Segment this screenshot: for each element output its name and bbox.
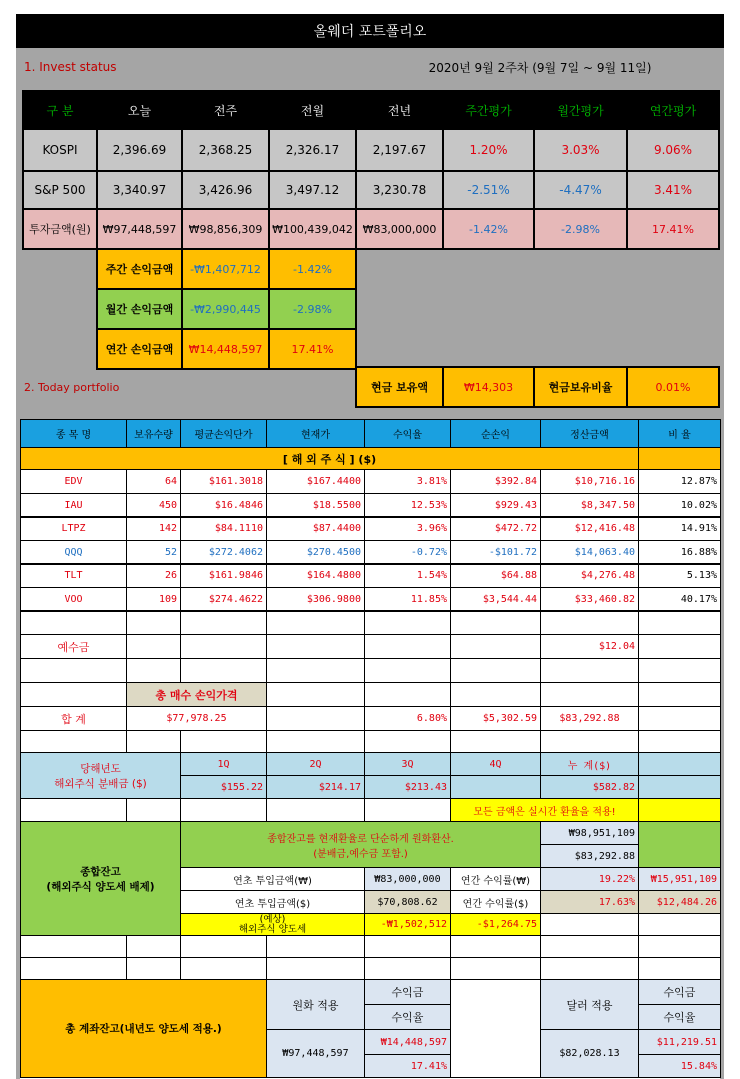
tax-label-line1: (예상) [259, 913, 286, 925]
status-cell: ₩97,448,597 [96, 208, 183, 250]
stock-avg: $161.3018 [180, 469, 267, 494]
empty-cell [638, 658, 721, 683]
total-usd-profit: $11,219.51 [638, 1029, 721, 1055]
dividend-quarter-value: $213.43 [364, 775, 451, 799]
tax-usd: -$1,264.75 [450, 913, 541, 936]
empty-cell [180, 610, 267, 635]
empty-cell [180, 798, 267, 822]
stock-pnl: $392.84 [450, 469, 541, 494]
empty-cell [450, 935, 541, 958]
usd-apply-label: 달러 적용 [540, 979, 639, 1030]
init-krw: ₩83,000,000 [364, 867, 451, 891]
portfolio-header: 수익율 [364, 419, 451, 448]
sum-amt: $83,292.88 [540, 706, 639, 731]
status-cell: 3,497.12 [268, 170, 357, 210]
stock-qty: 64 [126, 469, 181, 494]
init-usd: $70,808.62 [364, 890, 451, 914]
balance-label [20, 821, 181, 936]
stock-qty: 52 [126, 540, 181, 565]
empty-cell [126, 798, 181, 822]
empty-cell [450, 979, 541, 1078]
empty-cell [540, 957, 639, 980]
ret-usd-label: 연간 수익률($) [450, 890, 541, 914]
stock-ret: 3.81% [364, 469, 451, 494]
stock-name: VOO [20, 587, 127, 612]
status-cell: 3,340.97 [96, 170, 183, 210]
status-header: 전월 [268, 90, 357, 130]
status-cell: ₩83,000,000 [355, 208, 444, 250]
tax-label-line2: 해외주식 양도세 [238, 923, 307, 935]
stock-ret: 1.54% [364, 563, 451, 588]
empty-cell [450, 610, 541, 635]
dividend-quarter-label: 2Q [266, 752, 365, 776]
empty-cell [364, 730, 451, 753]
status-cell: ₩100,439,042 [268, 208, 357, 250]
empty-cell [450, 957, 541, 980]
dividend-quarter-value [450, 775, 541, 799]
portfolio-header: 비 율 [638, 419, 721, 448]
empty-cell [266, 682, 365, 707]
empty-cell [638, 957, 721, 980]
sheet-title: 올웨더 포트폴리오 [16, 14, 724, 48]
init-usd-label: 연초 투입금액($) [180, 890, 365, 914]
dividend-label [20, 752, 181, 799]
empty-cell [540, 658, 639, 683]
stock-cur: $87.4400 [266, 516, 365, 541]
empty-cell [450, 730, 541, 753]
pl-label-yearly: 연간 손익금액 [96, 328, 183, 370]
empty-cell [540, 682, 639, 707]
stock-ret: -0.72% [364, 540, 451, 565]
balance-note [180, 821, 541, 868]
empty-cell [450, 658, 541, 683]
status-header: 전년 [355, 90, 444, 130]
stock-avg: $272.4062 [180, 540, 267, 565]
status-row-label: KOSPI [22, 128, 98, 172]
krw-apply-label: 원화 적용 [266, 979, 365, 1030]
status-cell: 1.20% [442, 128, 535, 172]
pl-label-monthly: 월간 손익금액 [96, 288, 183, 330]
empty-cell [266, 634, 365, 659]
pl-label-weekly: 주간 손익금액 [96, 248, 183, 290]
empty-cell [20, 957, 127, 980]
dividend-quarter-label: 4Q [450, 752, 541, 776]
portfolio-header: 현재가 [266, 419, 365, 448]
status-cell: ₩98,856,309 [181, 208, 270, 250]
empty-cell [126, 730, 181, 753]
stock-avg: $84.1110 [180, 516, 267, 541]
empty-cell [364, 610, 451, 635]
empty-cell [638, 821, 721, 868]
empty-cell [364, 957, 451, 980]
stock-ratio: 14.91% [638, 516, 721, 541]
stock-amt: $8,347.50 [540, 493, 639, 518]
ret-krw-amt: ₩15,951,109 [638, 867, 721, 891]
empty-cell [364, 634, 451, 659]
empty-cell [266, 957, 365, 980]
total-buy-label: 총 매수 손익가격 [126, 682, 267, 707]
empty-cell [540, 935, 639, 958]
empty-cell [540, 610, 639, 635]
stock-pnl: $929.43 [450, 493, 541, 518]
dividend-quarter-label: 3Q [364, 752, 451, 776]
sum-label: 합 계 [20, 706, 127, 731]
empty-cell [364, 658, 451, 683]
usd-rate-label: 수익율 [638, 1004, 721, 1030]
portfolio-header: 평균손익단가 [180, 419, 267, 448]
stock-ret: 3.96% [364, 516, 451, 541]
empty-cell [450, 682, 541, 707]
empty-cell [20, 935, 127, 958]
dividend-label-line2: 해외주식 분배금 ($) [54, 777, 147, 790]
status-cell: -1.42% [442, 208, 535, 250]
empty-cell [126, 935, 181, 958]
cash-ratio: 0.01% [626, 366, 720, 408]
status-cell: 2,326.17 [268, 128, 357, 172]
status-cell: 2,197.67 [355, 128, 444, 172]
sum-avg: $77,978.25 [126, 706, 267, 731]
sum-ret: 6.80% [364, 706, 451, 731]
status-cell: 2,368.25 [181, 128, 270, 172]
stock-ratio: 40.17% [638, 587, 721, 612]
empty-cell [126, 634, 181, 659]
week-range: 2020년 9월 2주차 (9월 7일 ~ 9월 11일) [428, 60, 652, 75]
empty-cell [180, 658, 267, 683]
balance-krw: ₩98,951,109 [540, 821, 639, 845]
ret-krw-pct: 19.22% [540, 867, 639, 891]
deposit-label: 예수금 [20, 634, 127, 659]
stock-name: LTPZ [20, 516, 127, 541]
sum-pnl: $5,302.59 [450, 706, 541, 731]
portfolio-header: 보유수량 [126, 419, 181, 448]
stock-name: QQQ [20, 540, 127, 565]
status-cell: 17.41% [626, 208, 720, 250]
dividend-quarter-value: $582.82 [540, 775, 639, 799]
pl-amount-monthly: -₩2,990,445 [181, 288, 270, 330]
balance-note-line1: 종합잔고를 현재환율로 단순하게 원화환산. [267, 833, 454, 845]
empty-cell [20, 658, 127, 683]
stock-qty: 109 [126, 587, 181, 612]
stock-amt: $12,416.48 [540, 516, 639, 541]
balance-label-line1: 종합잔고 [80, 865, 121, 878]
total-usd-rate: 15.84% [638, 1054, 721, 1078]
status-cell: -2.51% [442, 170, 535, 210]
section-invest-status: 1. Invest status [24, 60, 117, 74]
status-row-label: 투자금액(원) [22, 208, 98, 250]
stock-avg: $161.9846 [180, 563, 267, 588]
status-header: 월간평가 [533, 90, 628, 130]
stock-qty: 450 [126, 493, 181, 518]
pl-pct-monthly: -2.98% [268, 288, 357, 330]
stock-qty: 142 [126, 516, 181, 541]
empty-cell [638, 610, 721, 635]
stock-pnl: $64.88 [450, 563, 541, 588]
empty-cell [266, 935, 365, 958]
empty-cell [638, 935, 721, 958]
deposit-amount: $12.04 [540, 634, 639, 659]
empty-cell [638, 798, 721, 822]
empty-cell [450, 634, 541, 659]
balance-usd: $83,292.88 [540, 844, 639, 868]
status-row-label: S&P 500 [22, 170, 98, 210]
stock-pnl: $472.72 [450, 516, 541, 541]
cash-amount: ₩14,303 [442, 366, 535, 408]
empty-cell [638, 730, 721, 753]
status-header: 오늘 [96, 90, 183, 130]
stock-avg: $274.4622 [180, 587, 267, 612]
pl-amount-yearly: ₩14,448,597 [181, 328, 270, 370]
dividend-quarter-value: $155.22 [180, 775, 267, 799]
dividend-label-line1: 당해년도 [80, 762, 121, 775]
status-header: 주간평가 [442, 90, 535, 130]
status-cell: -4.47% [533, 170, 628, 210]
empty-cell [638, 682, 721, 707]
stock-cur: $270.4500 [266, 540, 365, 565]
empty-cell [638, 752, 721, 776]
empty-cell [20, 610, 127, 635]
empty-cell [638, 447, 721, 470]
empty-cell [180, 730, 267, 753]
stock-ratio: 12.87% [638, 469, 721, 494]
empty-cell [540, 913, 639, 936]
stock-ratio: 5.13% [638, 563, 721, 588]
stock-ratio: 16.88% [638, 540, 721, 565]
stock-ret: 12.53% [364, 493, 451, 518]
stock-amt: $14,063.40 [540, 540, 639, 565]
ret-krw-label: 연간 수익률(₩) [450, 867, 541, 891]
empty-cell [266, 610, 365, 635]
stock-avg: $16.4846 [180, 493, 267, 518]
total-krw-rate: 17.41% [364, 1054, 451, 1078]
stock-cur: $167.4400 [266, 469, 365, 494]
empty-cell [364, 798, 451, 822]
cash-label: 현금 보유액 [355, 366, 444, 408]
ret-usd-amt: $12,484.26 [638, 890, 721, 914]
foreign-stock-label: [ 해 외 주 식 ] ($) [20, 447, 639, 470]
total-usd: $82,028.13 [540, 1029, 639, 1078]
total-balance-label: 총 계좌잔고(내년도 양도세 적용.) [20, 979, 267, 1078]
portfolio-header: 정산금액 [540, 419, 639, 448]
empty-cell [266, 658, 365, 683]
total-krw: ₩97,448,597 [266, 1029, 365, 1078]
stock-name: TLT [20, 563, 127, 588]
balance-note-line2: (분배금,예수금 포함.) [313, 848, 408, 860]
status-cell: 3.03% [533, 128, 628, 172]
empty-cell [266, 798, 365, 822]
total-krw-profit: ₩14,448,597 [364, 1029, 451, 1055]
portfolio-header: 순손익 [450, 419, 541, 448]
empty-cell [180, 935, 267, 958]
status-header: 구 분 [22, 90, 98, 130]
stock-amt: $33,460.82 [540, 587, 639, 612]
status-cell: 3,230.78 [355, 170, 444, 210]
stock-name: EDV [20, 469, 127, 494]
krw-rate-label: 수익율 [364, 1004, 451, 1030]
status-cell: 2,396.69 [96, 128, 183, 172]
empty-cell [364, 935, 451, 958]
empty-cell [364, 682, 451, 707]
pl-pct-yearly: 17.41% [268, 328, 357, 370]
status-cell: 3,426.96 [181, 170, 270, 210]
empty-cell [638, 913, 721, 936]
tax-label [180, 913, 365, 936]
status-cell: -2.98% [533, 208, 628, 250]
pl-pct-weekly: -1.42% [268, 248, 357, 290]
stock-ratio: 10.02% [638, 493, 721, 518]
empty-cell [20, 730, 127, 753]
stock-name: IAU [20, 493, 127, 518]
init-krw-label: 연초 투입금액(₩) [180, 867, 365, 891]
stock-cur: $306.9800 [266, 587, 365, 612]
stock-cur: $164.4800 [266, 563, 365, 588]
dividend-quarter-label: 누 계($) [540, 752, 639, 776]
stock-qty: 26 [126, 563, 181, 588]
status-header: 전주 [181, 90, 270, 130]
stock-ret: 11.85% [364, 587, 451, 612]
empty-cell [266, 730, 365, 753]
section-today-portfolio: 2. Today portfolio [24, 380, 120, 394]
ret-usd-pct: 17.63% [540, 890, 639, 914]
realtime-note: 모든 금액은 실시간 환율을 적용! [450, 798, 639, 822]
empty-cell [180, 957, 267, 980]
empty-cell [20, 798, 127, 822]
empty-cell [126, 957, 181, 980]
empty-cell [638, 706, 721, 731]
stock-amt: $10,716.16 [540, 469, 639, 494]
portfolio-header: 종 목 명 [20, 419, 127, 448]
status-header: 연간평가 [626, 90, 720, 130]
krw-profit-label: 수익금 [364, 979, 451, 1005]
empty-cell [126, 658, 181, 683]
stock-amt: $4,276.48 [540, 563, 639, 588]
empty-cell [266, 706, 365, 731]
empty-cell [638, 775, 721, 799]
empty-cell [638, 634, 721, 659]
status-cell: 3.41% [626, 170, 720, 210]
status-cell: 9.06% [626, 128, 720, 172]
balance-label-line2: (해외주식 양도세 배제) [46, 880, 155, 893]
stock-pnl: -$101.72 [450, 540, 541, 565]
stock-pnl: $3,544.44 [450, 587, 541, 612]
dividend-quarter-label: 1Q [180, 752, 267, 776]
usd-profit-label: 수익금 [638, 979, 721, 1005]
stock-cur: $18.5500 [266, 493, 365, 518]
empty-cell [540, 730, 639, 753]
pl-amount-weekly: -₩1,407,712 [181, 248, 270, 290]
empty-cell [180, 634, 267, 659]
tax-krw: -₩1,502,512 [364, 913, 451, 936]
cash-ratio-label: 현금보유비율 [533, 366, 628, 408]
empty-cell [126, 610, 181, 635]
dividend-quarter-value: $214.17 [266, 775, 365, 799]
empty-cell [20, 682, 127, 707]
